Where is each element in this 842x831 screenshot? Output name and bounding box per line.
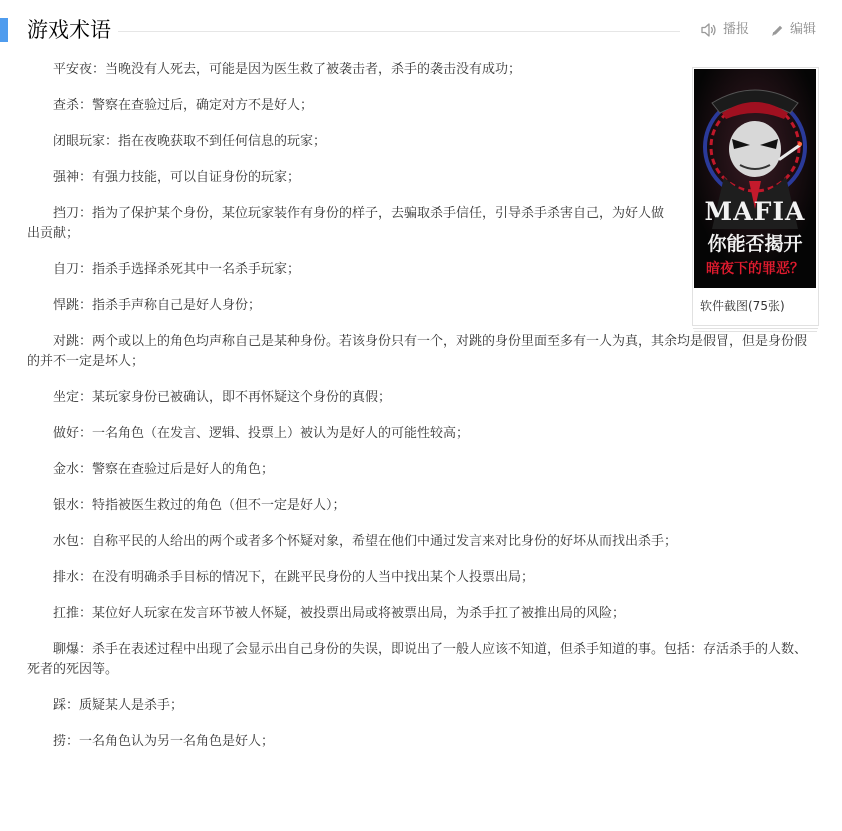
term-paragraph: 挡刀：指为了保护某个身份，某位玩家装作有身份的样子，去骗取杀手信任，引导杀手杀害自己，为好人做出贡献； [27,206,665,241]
album-art-title: MAFIA [704,197,806,226]
album-art-subtitle: 你能否揭开 [707,233,803,255]
term-paragraph: 对跳：两个或以上的角色均声称自己是某种身份。若该身份只有一个，对跳的身份里面至多有一人为真，其余均是假冒，但是身份假的并不一定是坏人； [27,334,808,369]
play-button[interactable] [701,20,749,40]
term-paragraph: 银水：特指被医生救过的角色（但不一定是好人）； [53,498,346,513]
section-actions [701,20,816,40]
term-paragraph: 水包：自称平民的人给出的两个或者多个怀疑对象，希望在他们中通过发言来对比身份的好坏从而找出杀手； [53,534,678,549]
term-paragraph: 金水：警察在查验过后是好人的角色； [53,462,275,477]
term-paragraph: 踩：质疑某人是杀手； [53,698,184,713]
edit-button[interactable] [771,20,816,40]
term-paragraph: 强神：有强力技能，可以自证身份的玩家； [53,170,301,185]
section-accent-bar [0,18,8,42]
term-paragraph: 捞：一名角色认为另一名角色是好人； [53,734,275,749]
album-art-tagline: 暗夜下的罪恶？ [706,261,804,277]
section-title: 游戏术语 [27,18,111,42]
speaker-icon [701,23,717,37]
term-paragraph: 悍跳：指杀手声称自己是好人身份； [53,298,262,313]
pencil-icon [771,24,784,37]
term-paragraph: 聊爆：杀手在表述过程中出现了会显示出自己身份的失误，即说出了一般人应该不知道，但杀手知道的事。包括：存活杀手的人数、死者的死因等。 [27,642,808,677]
term-paragraph: 坐定：某玩家身份已被确认，即不再怀疑这个身份的真假； [53,390,392,405]
terms-content [27,60,817,768]
term-paragraph: 排水：在没有明确杀手目标的情况下，在跳平民身份的人当中找出某个人投票出局； [53,570,535,585]
term-paragraph: 平安夜：当晚没有人死去，可能是因为医生救了被袭击者，杀手的袭击没有成功； [53,62,522,77]
term-paragraph: 扛推：某位好人玩家在发言环节被人怀疑，被投票出局或将被票出局，为杀手扛了被推出局的风险； [53,606,626,621]
play-label: 播报 [722,22,749,37]
album-caption[interactable]: 软件截图(75张) [700,299,785,313]
term-paragraph: 自刀：指杀手选择杀死其中一名杀手玩家； [53,262,301,277]
term-paragraph: 闭眼玩家：指在夜晚获取不到任何信息的玩家； [53,134,327,149]
term-paragraph: 查杀：警察在查验过后，确定对方不是好人； [53,98,314,113]
section-divider [118,31,680,32]
term-paragraph: 做好：一名角色（在发言、逻辑、投票上）被认为是好人的可能性较高； [53,426,470,441]
edit-label: 编辑 [789,22,816,37]
section-header [0,16,842,46]
